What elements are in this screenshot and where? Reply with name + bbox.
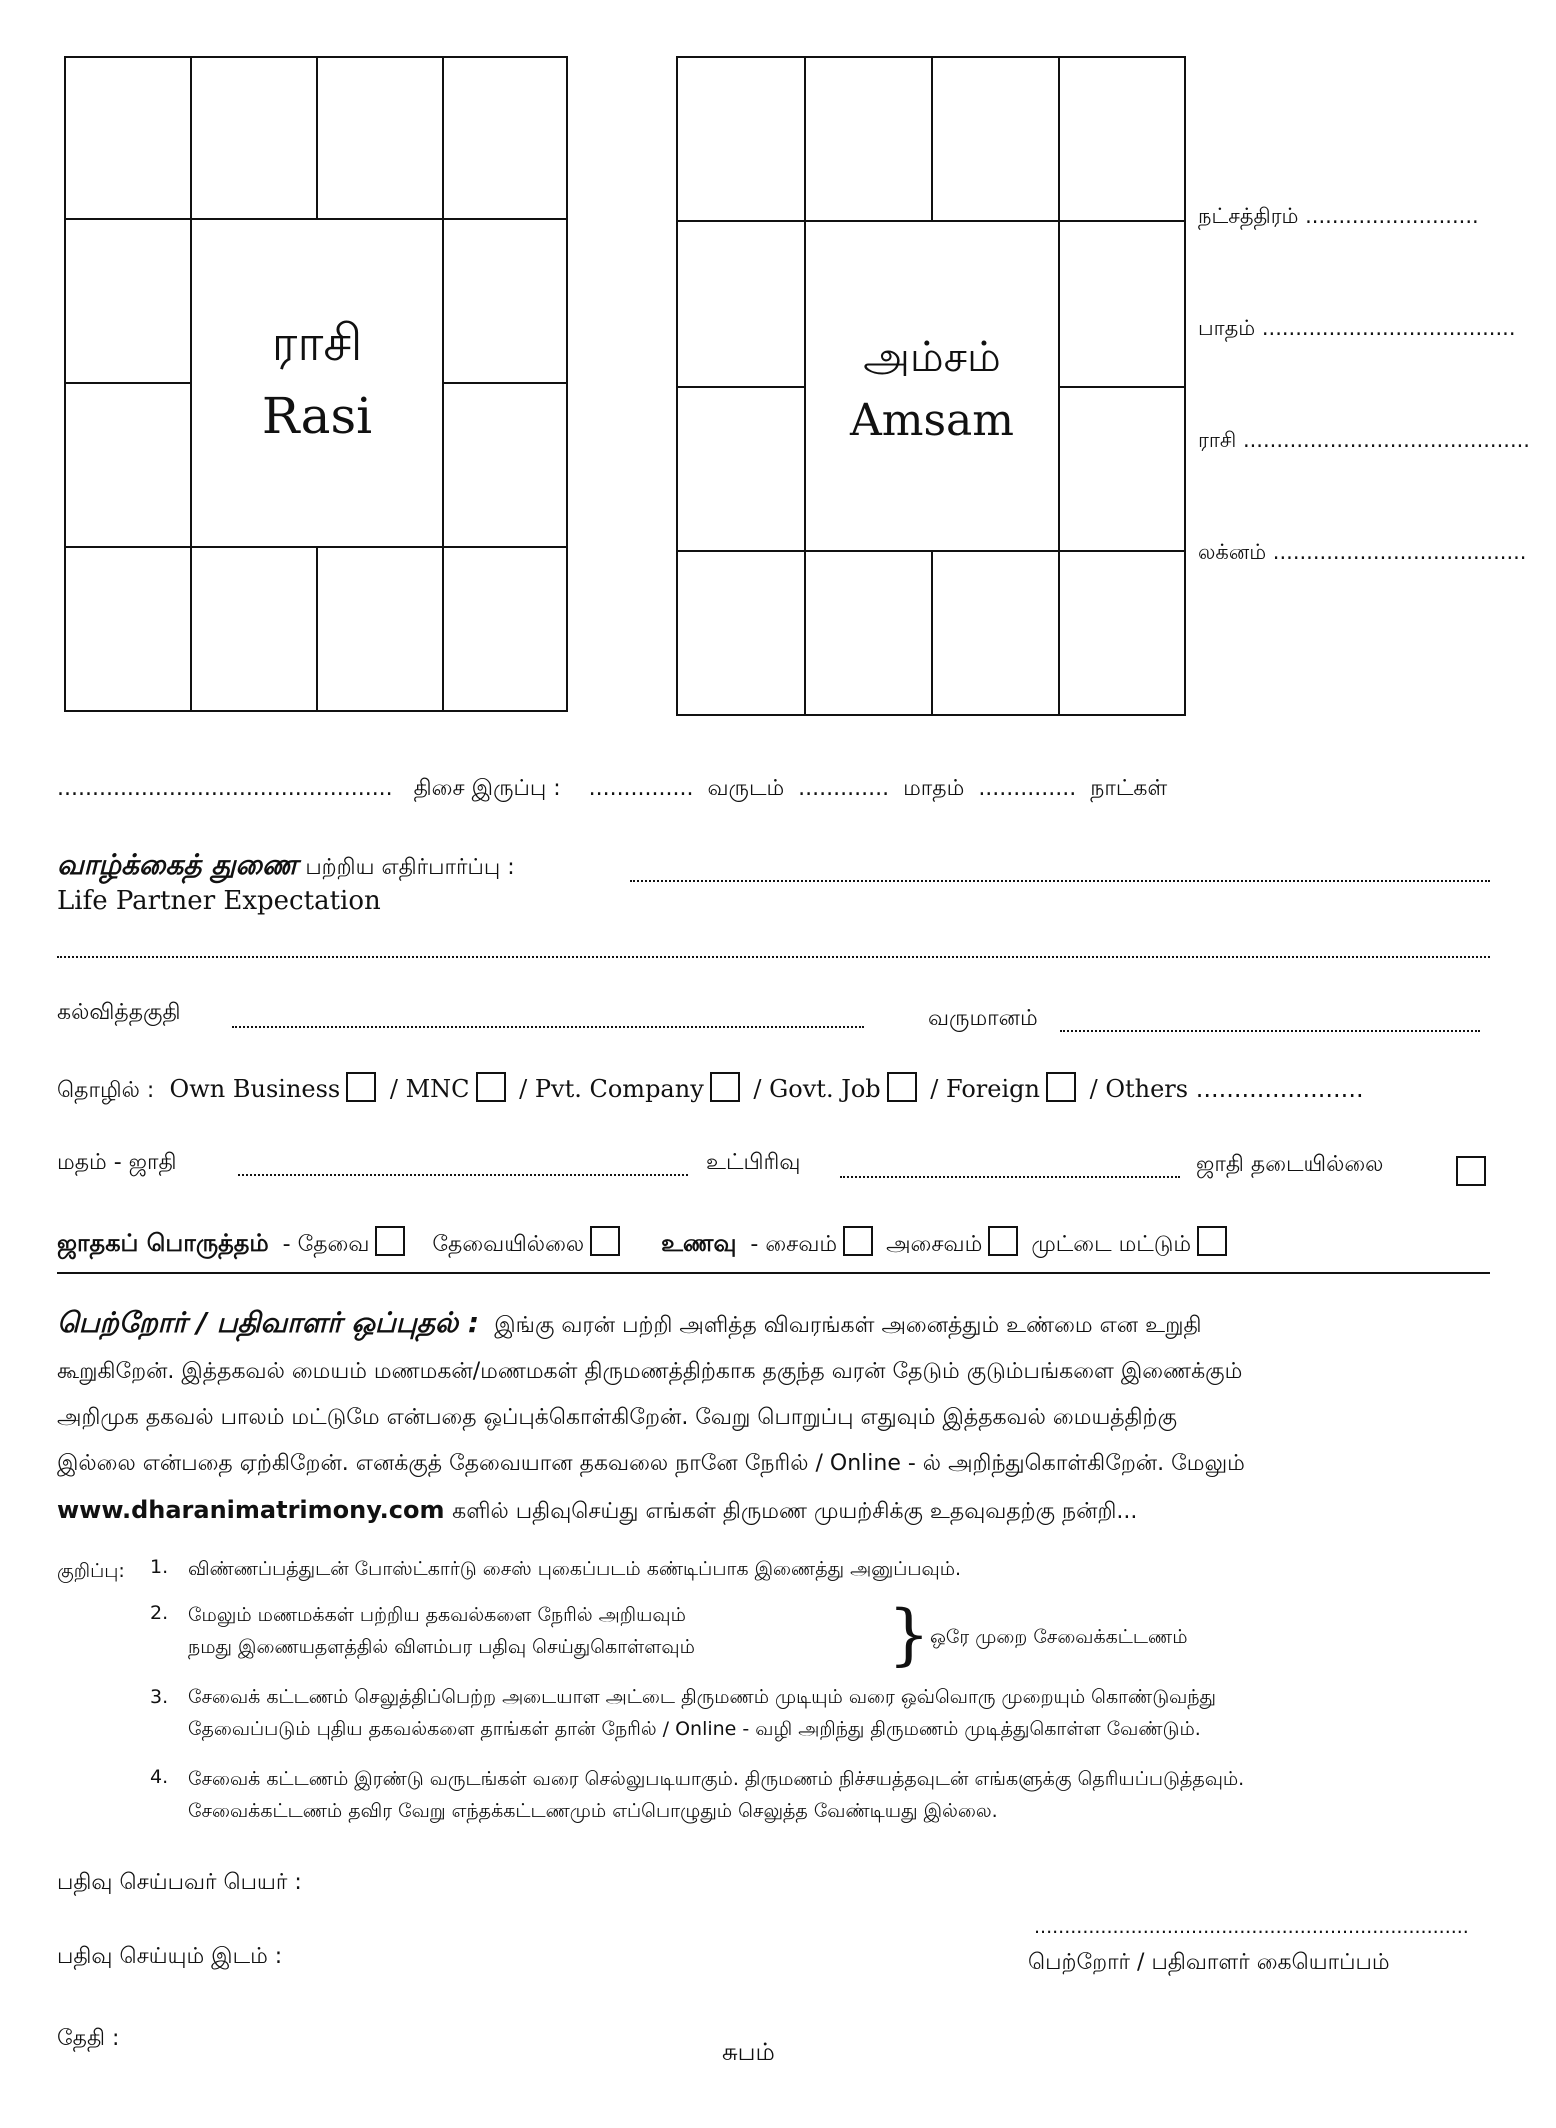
horoscope-needed-checkbox[interactable] (375, 1226, 405, 1256)
dasa-label: திசை இருப்பு : (413, 776, 561, 801)
horoscope-needed-label: - தேவை (282, 1232, 370, 1257)
subcaste-line[interactable] (840, 1176, 1180, 1178)
partner-line-2[interactable] (57, 956, 1490, 958)
consent-paragraph (57, 1300, 1487, 1535)
note-4-text-a: சேவைக் கட்டணம் இரண்டு வருடங்கள் வரை செல்லுபடியாகும். திருமணம் நிச்சயத்தவுடன் எங்களுக்கு தெரியப்படுத்தவும். (188, 1768, 1245, 1790)
occ-govt-label: / Govt. Job (753, 1075, 881, 1103)
occupation-label: தொழில் : (57, 1078, 155, 1103)
occ-mnc-checkbox[interactable] (476, 1072, 506, 1102)
food-nonveg-label: அசைவம் (886, 1232, 983, 1257)
note-2-brace: } (888, 1596, 930, 1673)
food-egg-label: முட்டை மட்டும் (1031, 1232, 1192, 1257)
amsam-label (806, 332, 1058, 446)
rasi-chart (64, 56, 568, 712)
caste-no-bar-label: ஜாதி தடையில்லை (1196, 1152, 1384, 1177)
occ-pvt-checkbox[interactable] (710, 1072, 740, 1102)
consent-line-4: இல்லை என்பதை ஏற்கிறேன். எனக்குத் தேவையான தகவலை நானே நேரில் / Online - ல் அறிந்துகொள்கிறேன். மேலும் (57, 1451, 1245, 1476)
income-label: வருமானம் (928, 1006, 1038, 1031)
consent-text-1: இங்கு வரன் பற்றி அளித்த விவரங்கள் அனைத்தும் உண்மை என உறுதி (494, 1313, 1202, 1338)
note-3-num: 3. (150, 1686, 169, 1708)
horoscope-not-needed-checkbox[interactable] (590, 1226, 620, 1256)
lagnam-field[interactable]: லக்னம் ...................................... (1198, 540, 1527, 564)
rasi-tamil: ராசி (271, 314, 363, 372)
occ-own-business-checkbox[interactable] (346, 1072, 376, 1102)
signature-line[interactable]: ........................................................................ (1034, 1916, 1469, 1938)
occ-others-blank[interactable]: ...................... (1195, 1075, 1364, 1103)
occ-foreign-checkbox[interactable] (1046, 1072, 1076, 1102)
amsam-tamil: அம்சம் (863, 332, 1001, 381)
occ-foreign-label: / Foreign (930, 1075, 1040, 1103)
education-label: கல்வித்தகுதி (57, 1000, 181, 1025)
date-label: தேதி : (57, 2026, 120, 2051)
nakshatra-field[interactable]: நட்சத்திரம் .......................... (1198, 204, 1479, 228)
note-3-text-b: தேவைப்படும் புதிய தகவல்களை தாங்கள் தான் நேரில் / Online - வழி அறிந்து திருமணம் முடித்துகொள்ள வேண்டும். (188, 1718, 1201, 1740)
rasi-label (192, 314, 442, 445)
occ-own-business-label: Own Business (169, 1075, 341, 1103)
food-label: உணவு (661, 1229, 737, 1257)
occ-pvt-label: / Pvt. Company (519, 1075, 704, 1103)
dasa-month-blank[interactable]: ............. (798, 776, 890, 801)
food-nonveg-checkbox[interactable] (988, 1226, 1018, 1256)
rasi-english: Rasi (261, 387, 373, 445)
note-1-text: விண்ணப்பத்துடன் போஸ்ட்கார்டு சைஸ் புகைப்படம் கண்டிப்பாக இணைத்து அனுப்பவும். (188, 1558, 962, 1580)
consent-text-5: களில் பதிவுசெய்து எங்கள் திருமண முயற்சிக்கு உதவுவதற்கு நன்றி... (452, 1499, 1138, 1524)
horoscope-not-needed-label: தேவையில்லை (432, 1232, 585, 1257)
partner-english: Life Partner Expectation (57, 886, 381, 916)
notes-label: குறிப்பு: (57, 1560, 125, 1582)
amsam-chart (676, 56, 1186, 716)
section-divider (57, 1272, 1490, 1274)
subam-text: சுபம் (722, 2038, 775, 2066)
food-egg-checkbox[interactable] (1197, 1226, 1227, 1256)
dasa-blank[interactable]: ................................................ (57, 776, 393, 801)
subcaste-label: உட்பிரிவு (706, 1150, 801, 1175)
website-link[interactable]: www.dharanimatrimony.com (57, 1496, 445, 1524)
horoscope-label: ஜாதகப் பொருத்தம் (57, 1229, 269, 1257)
horoscope-row (57, 1226, 1233, 1260)
partner-rest: பற்றிய எதிர்பார்ப்பு : (305, 855, 515, 880)
registration-place-label: பதிவு செய்யும் இடம் : (57, 1944, 283, 1969)
dasa-month-label: மாதம் (903, 776, 965, 801)
dasa-row (57, 776, 1167, 804)
consent-heading: பெற்றோர் / பதிவாளர் ஒப்புதல் : (57, 1306, 480, 1339)
consent-line-3: அறிமுக தகவல் பாலம் மட்டுமே என்பதை ஒப்புக்கொள்கிறேன். வேறு பொறுப்பு எதுவும் இத்தகவல் மையத்திற்கு (57, 1405, 1178, 1430)
caste-no-bar-checkbox[interactable] (1456, 1156, 1486, 1186)
dasa-year-blank[interactable]: ............... (588, 776, 694, 801)
food-veg-checkbox[interactable] (843, 1226, 873, 1256)
signature-label: பெற்றோர் / பதிவாளர் கையொப்பம் (1028, 1950, 1390, 1975)
consent-line-5 (57, 1487, 1487, 1535)
note-2-text-a: மேலும் மணமக்கள் பற்றிய தகவல்களை நேரில் அறியவும் (188, 1604, 686, 1626)
dasa-day-label: நாட்கள் (1090, 776, 1168, 801)
note-2-num: 2. (150, 1602, 169, 1624)
patham-field[interactable]: பாதம் ...................................... (1198, 316, 1516, 340)
partner-line-1[interactable] (630, 880, 1490, 882)
partner-heading: வாழ்க்கைத் துணை (57, 848, 298, 881)
consent-line-1 (57, 1300, 1487, 1349)
note-3-text-a: சேவைக் கட்டணம் செலுத்திப்பெற்ற அடையாள அட்டை திருமணம் முடியும் வரை ஒவ்வொரு முறையும் கொண்டுவந்து (188, 1686, 1217, 1708)
note-2-side: ஒரே முறை சேவைக்கட்டணம் (930, 1626, 1188, 1648)
note-1-num: 1. (150, 1556, 169, 1578)
occ-govt-checkbox[interactable] (887, 1072, 917, 1102)
note-4-text-b: சேவைக்கட்டணம் தவிர வேறு எந்தக்கட்டணமும் எப்பொழுதும் செலுத்த வேண்டியது இல்லை. (188, 1800, 998, 1822)
occ-mnc-label: / MNC (389, 1075, 470, 1103)
partner-row (57, 848, 515, 885)
rasi-field[interactable]: ராசி ........................................... (1198, 428, 1530, 452)
consent-line-2: கூறுகிறேன். இத்தகவல் மையம் மணமகன்/மணமகள் திருமணத்திற்காக தகுந்த வரன் தேடும் குடும்பங்களை இணைக்கும் (57, 1359, 1243, 1384)
dasa-day-blank[interactable]: .............. (978, 776, 1077, 801)
religion-line[interactable] (238, 1174, 688, 1176)
education-line[interactable] (232, 1026, 864, 1028)
amsam-english: Amsam (849, 395, 1015, 446)
religion-label: மதம் - ஜாதி (57, 1150, 177, 1175)
dasa-year-label: வருடம் (707, 776, 785, 801)
note-4-num: 4. (150, 1766, 169, 1788)
occupation-row (57, 1072, 1364, 1106)
registrant-name-label: பதிவு செய்பவர் பெயர் : (57, 1870, 302, 1895)
food-veg-label: - சைவம் (750, 1232, 838, 1257)
income-line[interactable] (1060, 1030, 1480, 1032)
note-2-text-b: நமது இணையதளத்தில் விளம்பர பதிவு செய்துகொள்ளவும் (188, 1636, 695, 1658)
occ-others-label: / Others (1089, 1075, 1189, 1103)
